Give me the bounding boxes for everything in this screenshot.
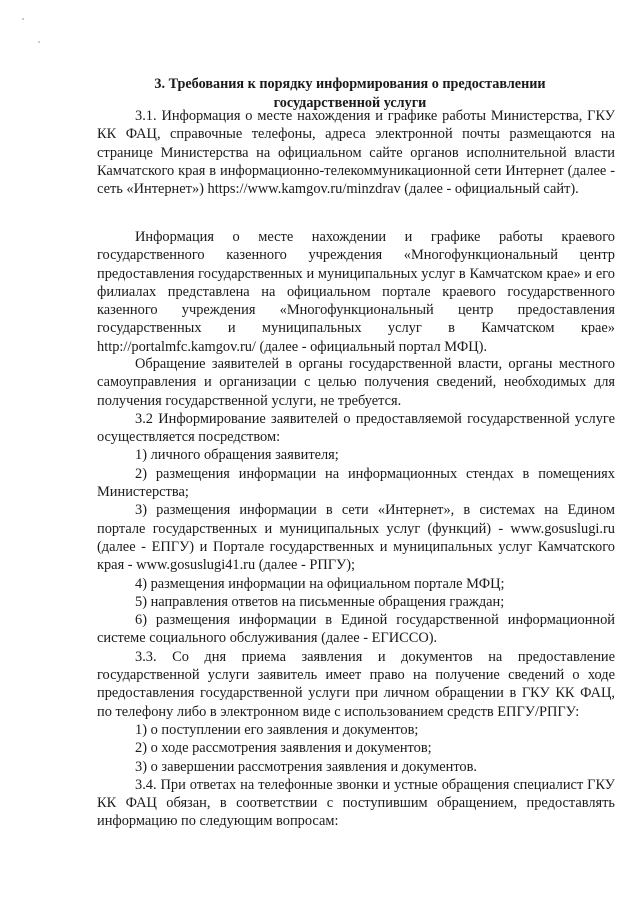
list-item: 1) о поступлении его заявления и документов;: [135, 721, 419, 738]
paragraph-block-main: [97, 355, 615, 831]
list-item: 3) размещения информации в сети «Интернет», в системах на Едином портале государственных и муниципальных услуг (функций) - www.gosuslugi.ru (далее - ЕПГУ) и Портале государственных и муниципальных услуг Камчатского края - www.gosuslugi41.ru (далее - РПГУ);: [97, 502, 615, 574]
list-item: 4) размещения информации на официальном портале МФЦ;: [135, 575, 505, 592]
paragraph-3-3: 3.3. Со дня приема заявления и документов на предоставление государственной услуги заявитель имеет право на получение сведений о ходе предоставления государственной услуги при личном обращении в ГКУ КК ФАЦ, по телефону либо в электронном виде с использованием средств ЕПГУ/РПГУ:: [97, 648, 615, 720]
paragraph-3-1: 3.1. Информация о месте нахождения и графике работы Министерства, ГКУ КК ФАЦ, справочные телефоны, адреса электронной почты размещаются на странице Министерства на официальном сайте органов исполнительной власти Камчатского края в информационно-телекоммуникационной сети Интернет (далее - сеть «Интернет») https://www.kamgov.ru/minzdrav (далее - официальный сайт).: [97, 108, 615, 198]
paragraph-3-4: 3.4. При ответах на телефонные звонки и устные обращения специалист ГКУ КК ФАЦ обязан, в соответствии с поступившим обращением, предоставлять информацию по следующим вопросам:: [97, 776, 615, 830]
paragraph-mfc-info: Информация о месте нахождении и графике работы краевого государственного казенного учреждения «Многофункциональный центр предоставления государственных и муниципальных услуг в Камчатском крае» и его филиалах представлена на официальном портале краевого государственного казенного учреждения «Многофункциональный центр предоставления государственных и муниципальных услуг в Камчатском крае» http://portalmfc.kamgov.ru/ (далее - официальный портал МФЦ).: [97, 229, 615, 355]
section-heading-line1: 3. Требования к порядку информирования о предоставлении: [154, 76, 546, 92]
list-item: 2) размещения информации на информационных стендах в помещениях Министерства;: [97, 465, 615, 501]
list-item: 2) о ходе рассмотрения заявления и документов;: [135, 740, 432, 757]
scan-speck: [38, 41, 40, 43]
list-item: 6) размещения информации в Единой государственной информационной системе социального обслуживания (далее - ЕГИССО).: [97, 612, 615, 647]
paragraph-block-mfc: [97, 228, 615, 356]
list-item: 3) о завершении рассмотрения заявления и документов.: [135, 758, 478, 775]
paragraph-3-2: 3.2 Информирование заявителей о предоставляемой государственной услуге осуществляется посредством:: [97, 410, 615, 446]
list-item: 5) направления ответов на письменные обращения граждан;: [135, 593, 505, 610]
paragraph-block-3-1: [97, 107, 615, 198]
scan-speck: [22, 18, 24, 20]
section-heading-line2: государственной услуги: [273, 95, 427, 111]
paragraph-no-request: Обращение заявителей в органы государственной власти, органы местного самоуправления и организации с целью получения сведений, необходимых для получения государственной услуги, не требуется.: [97, 356, 615, 409]
list-item: 1) личного обращения заявителя;: [135, 447, 339, 464]
